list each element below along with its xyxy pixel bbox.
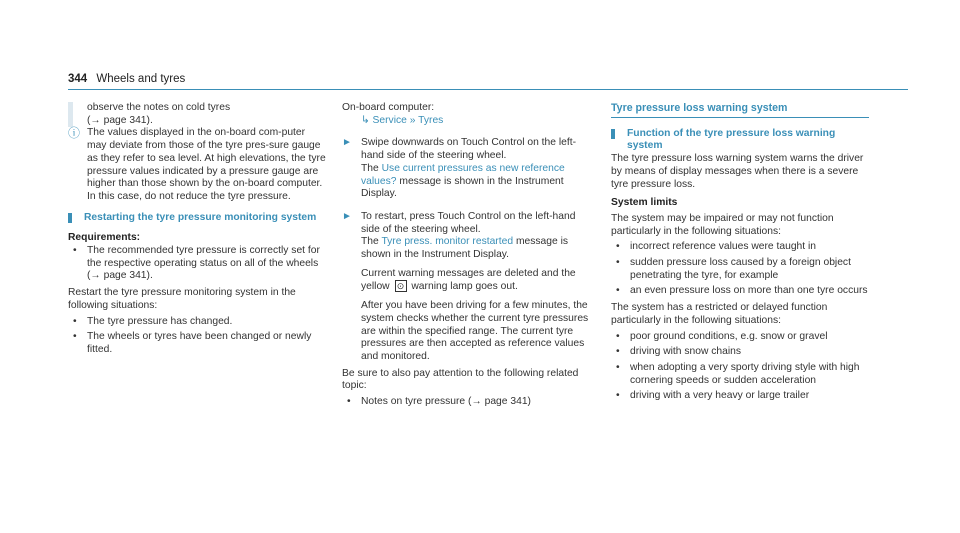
info-note — [68, 127, 326, 203]
step-arrow-icon: ► — [342, 137, 352, 149]
list-item: • an even pressure loss on more than one tyre occurs — [611, 285, 869, 298]
column-3 — [611, 102, 869, 403]
chapter-title: Wheels and tyres — [96, 73, 186, 85]
section-bar — [611, 129, 615, 139]
step-1 — [342, 137, 592, 201]
step-arrow-icon: ► — [342, 210, 352, 222]
section-restart-title: Restarting the tyre pressure monitoring system — [68, 212, 326, 225]
page-number: 344 — [68, 73, 88, 85]
step-1-result: The Use current pressures as new reference values? message is shown in the Instrument Display. — [361, 162, 565, 200]
onboard-label: On-board computer: — [342, 102, 435, 113]
step-2-text: To restart, press Touch Control on the left-hand side of the steering wheel. — [361, 210, 576, 235]
requirements-label: Requirements: — [68, 232, 141, 244]
chevron-right-icon: » — [409, 114, 416, 126]
list-item: • sudden pressure loss caused by a foreign object penetrating the tyre, for example — [611, 257, 869, 282]
cold-tyres-note — [68, 102, 326, 127]
intro-text: observe the notes on cold tyres — [87, 102, 231, 113]
situations-list — [68, 316, 326, 357]
related-topics — [342, 396, 592, 409]
tyre-warning-lamp-icon: ⊙ — [395, 280, 407, 292]
path-tyres: Tyres — [418, 114, 444, 126]
menu-path — [342, 115, 592, 128]
list-item: • The wheels or tyres have been changed or newly fitted. — [68, 331, 326, 356]
related-topic-link[interactable]: • Notes on tyre pressure (→ page 341) — [342, 396, 592, 409]
section-bar — [68, 213, 72, 223]
step-2-monitor: After you have been driving for a few minutes, the system checks whether the current tyre pressures are within the specified range. The current tyre pressures are then accepted as reference values and monitored. — [361, 300, 589, 362]
list-item: • The recommended tyre pressure is correctly set for the respective operating status on all of the wheels (→ page 341). — [68, 245, 326, 283]
section-heading: Tyre pressure loss warning system — [611, 102, 869, 118]
page-header — [68, 73, 185, 85]
requirements-list — [68, 245, 326, 283]
message-restarted: Tyre press. monitor restarted — [381, 236, 514, 248]
return-arrow-icon: ↳ — [361, 114, 370, 126]
column-1 — [68, 102, 326, 357]
limits-text: The system may be impaired or may not function particularly in the following situations: — [611, 212, 834, 237]
limits-label: System limits — [611, 197, 678, 209]
function-desc: The tyre pressure loss warning system warns the driver by means of display messages when there is a severe tyre pressure loss. — [611, 153, 864, 190]
info-icon: ⓘ — [68, 126, 81, 141]
restart-text: Restart the tyre pressure monitoring system in the following situations: — [68, 287, 296, 311]
attention-text: Be sure to also pay attention to the following related topic: — [342, 367, 579, 392]
path-service: Service — [372, 114, 407, 126]
list-item: • poor ground conditions, e.g. snow or gravel — [611, 331, 869, 344]
impaired-list — [611, 241, 869, 298]
list-item: • when adopting a very sporty driving style with high cornering speeds or sudden acceleration — [611, 362, 869, 387]
list-item: • The tyre pressure has changed. — [68, 316, 326, 329]
step-2 — [342, 211, 592, 364]
intro-page-link[interactable]: (→ page 341). — [87, 114, 153, 126]
list-item: • driving with snow chains — [611, 346, 869, 359]
step-2-lamp: Current warning messages are deleted and the yellow ⊙ warning lamp goes out. — [361, 267, 576, 293]
header-rule — [68, 89, 908, 90]
list-item: • incorrect reference values were taught in — [611, 241, 869, 254]
step-2-result: The Tyre press. monitor restarted message is shown in the Instrument Display. — [361, 236, 569, 261]
column-2 — [342, 102, 592, 409]
restricted-text: The system has a restricted or delayed function particularly in the following situations: — [611, 302, 828, 326]
restricted-list — [611, 331, 869, 404]
message-reference: Use current pressures as new reference values? — [361, 162, 565, 187]
step-1-text: Swipe downwards on Touch Control on the left-hand side of the steering wheel. — [361, 137, 577, 162]
function-title: Function of the tyre pressure loss warning system — [611, 128, 869, 153]
list-item: • driving with a very heavy or large trailer — [611, 390, 869, 403]
info-text: The values displayed in the on-board com-puter may deviate from those of the tyre pres-sure gauge as they refer to sea level. At high elevations, the tyre pressure values indicated by a pressure gauge are higher than those shown by the on-board computer. In this case, do not reduce the tyre pressure. — [87, 127, 326, 202]
